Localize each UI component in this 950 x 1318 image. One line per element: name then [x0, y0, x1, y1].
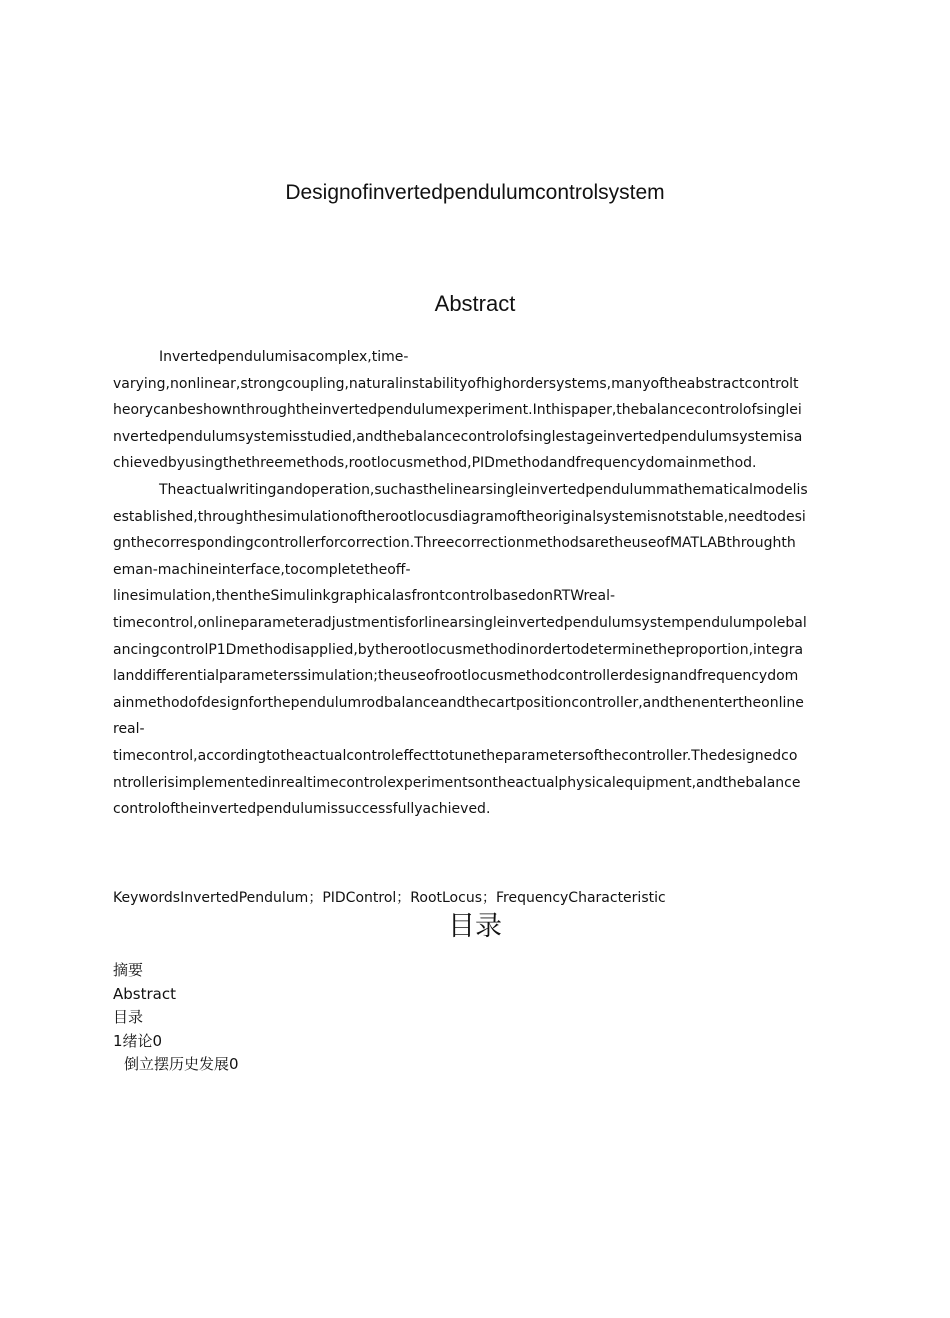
toc-item-abstract-en[interactable]: Abstract — [113, 984, 176, 1003]
abstract-heading: Abstract — [434, 291, 516, 316]
abstract-line: controloftheinvertedpendulumissuccessfullyachieved. — [113, 801, 491, 818]
english-title: Designofinvertedpendulumcontrolsystem — [285, 181, 665, 204]
abstract-line: ancingcontrolP1Dmethodisapplied,bytherootlocusmethodinordertodeterminetheproportion,integra — [113, 641, 804, 658]
abstract-line: Theactualwritingandoperation,suchasthelinearsingleinvertedpendulummathematicalmodelis — [159, 481, 808, 498]
abstract-line: nvertedpendulumsystemisstudied,andthebalancecontrolofsinglestageinvertedpendulumsystemisa — [113, 428, 803, 445]
abstract-line: timecontrol,onlineparameteradjustmentisforlinearsingleinvertedpendulumsystempendulumpolebal — [113, 614, 807, 631]
abstract-line: ntrollerisimplementedinrealtimecontrolexperimentsontheactualphysicalequipment,andthebalance — [113, 774, 801, 791]
toc-item-introduction[interactable]: 1绪论0 — [113, 1031, 163, 1050]
abstract-line: timecontrol,accordingtotheactualcontroleffecttotunetheparametersofthecontroller.Thedesignedco — [113, 747, 798, 764]
toc-item-history[interactable]: 倒立摆历史发展0 — [124, 1055, 239, 1073]
abstract-line: linesimulation,thentheSimulinkgraphicalasfrontcontrolbasedonRTWreal- — [113, 588, 616, 605]
abstract-line: chievedbyusingthethreemethods,rootlocusmethod,PIDmethodandfrequencydomainmethod. — [113, 455, 757, 472]
abstract-body — [113, 344, 838, 823]
toc-item-contents[interactable]: 目录 — [113, 1008, 144, 1026]
toc-heading: 目录 — [448, 911, 502, 942]
abstract-line: landdifferentialparameterssimulation;theuseofrootlocusmethodcontrollerdesignandfrequencydom — [113, 668, 799, 685]
abstract-line: real- — [113, 721, 145, 738]
abstract-line: varying,nonlinear,strongcoupling,naturalinstabilityofhighordersystems,manyoftheabstractcontrolt — [113, 375, 799, 392]
abstract-line: gnthecorrespondingcontrollerforcorrection.ThreecorrectionmethodsaretheuseofMATLABthroughth — [113, 535, 796, 552]
table-of-contents — [113, 959, 239, 1077]
abstract-line: eman-machineinterface,tocompletetheoff- — [113, 561, 411, 578]
abstract-line: heorycanbeshownthroughtheinvertedpendulumexperiment.Inthispaper,thebalancecontrolofsinglei — [113, 402, 802, 419]
abstract-line: Invertedpendulumisacomplex,time- — [159, 349, 409, 365]
toc-item-abstract-cn[interactable]: 摘要 — [113, 961, 144, 979]
keywords: KeywordsInvertedPendulum；PIDControl；RootLocus；FrequencyCharacteristic — [113, 890, 666, 906]
abstract-line: established,throughthesimulationoftherootlocusdiagramoftheoriginalsystemisnotstable,needtodesi — [113, 508, 806, 525]
abstract-line: ainmethodofdesignforthependulumrodbalanceandthecartpositioncontroller,andthenentertheonline — [113, 694, 804, 711]
